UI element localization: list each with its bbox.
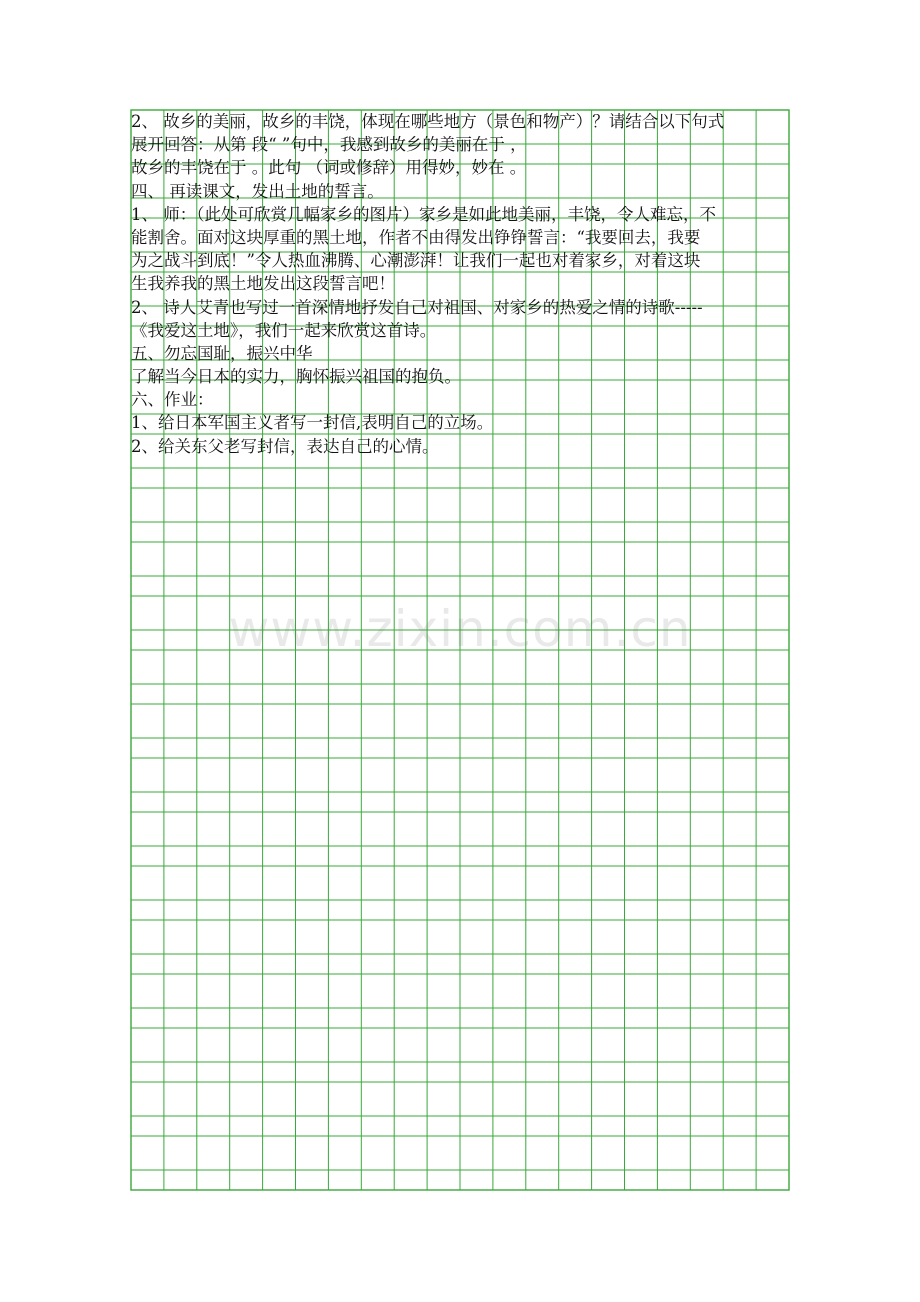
text-line: 2、 诗人艾青也写过一首深情地抒发自己对祖国、对家乡的热爱之情的诗歌----- <box>131 297 703 317</box>
text-line: 《我爱这土地》，我们一起来欣赏这首诗。 <box>131 320 437 340</box>
text-line: 1、 师：（此处可欣赏几幅家乡的图片）家乡是如此地美丽，丰饶，令人难忘，不 <box>131 204 716 224</box>
watermark: www.zixin.com.cn <box>228 600 692 658</box>
text-line: 能割舍。面对这块厚重的黑土地，作者不由得发出铮铮誓言：“我要回去，我要 <box>131 227 701 247</box>
section-heading: 六、作业： <box>131 390 214 410</box>
homework-item: 2、给关东父老写封信，表达自己的心情。 <box>131 436 439 456</box>
text-line: 生我养我的黑土地发出这段誓言吧！ <box>131 274 395 294</box>
homework-item: 1、给日本军国主义者写一封信,表明自己的立场。 <box>131 413 494 433</box>
text-line: 故乡的丰饶在于 。此句 （词或修辞）用得妙，妙在 。 <box>131 158 527 178</box>
lesson-text <box>131 110 795 458</box>
text-line: 了解当今日本的实力，胸怀振兴祖国的抱负。 <box>131 367 461 387</box>
section-heading: 五、勿忘国耻，振兴中华 <box>131 343 313 363</box>
text-line: 为之战斗到底！”令人热血沸腾、心潮澎湃！让我们一起也对着家乡，对着这块 <box>131 251 701 271</box>
text-line: 2、 故乡的美丽，故乡的丰饶，体现在哪些地方（景色和物产）？请结合以下句式 <box>131 112 725 131</box>
section-heading: 四、 再读课文，发出土地的誓言。 <box>131 181 384 201</box>
text-line: 展开回答：从第 段“ ”句中，我感到故乡的美丽在于 ， <box>131 135 527 155</box>
